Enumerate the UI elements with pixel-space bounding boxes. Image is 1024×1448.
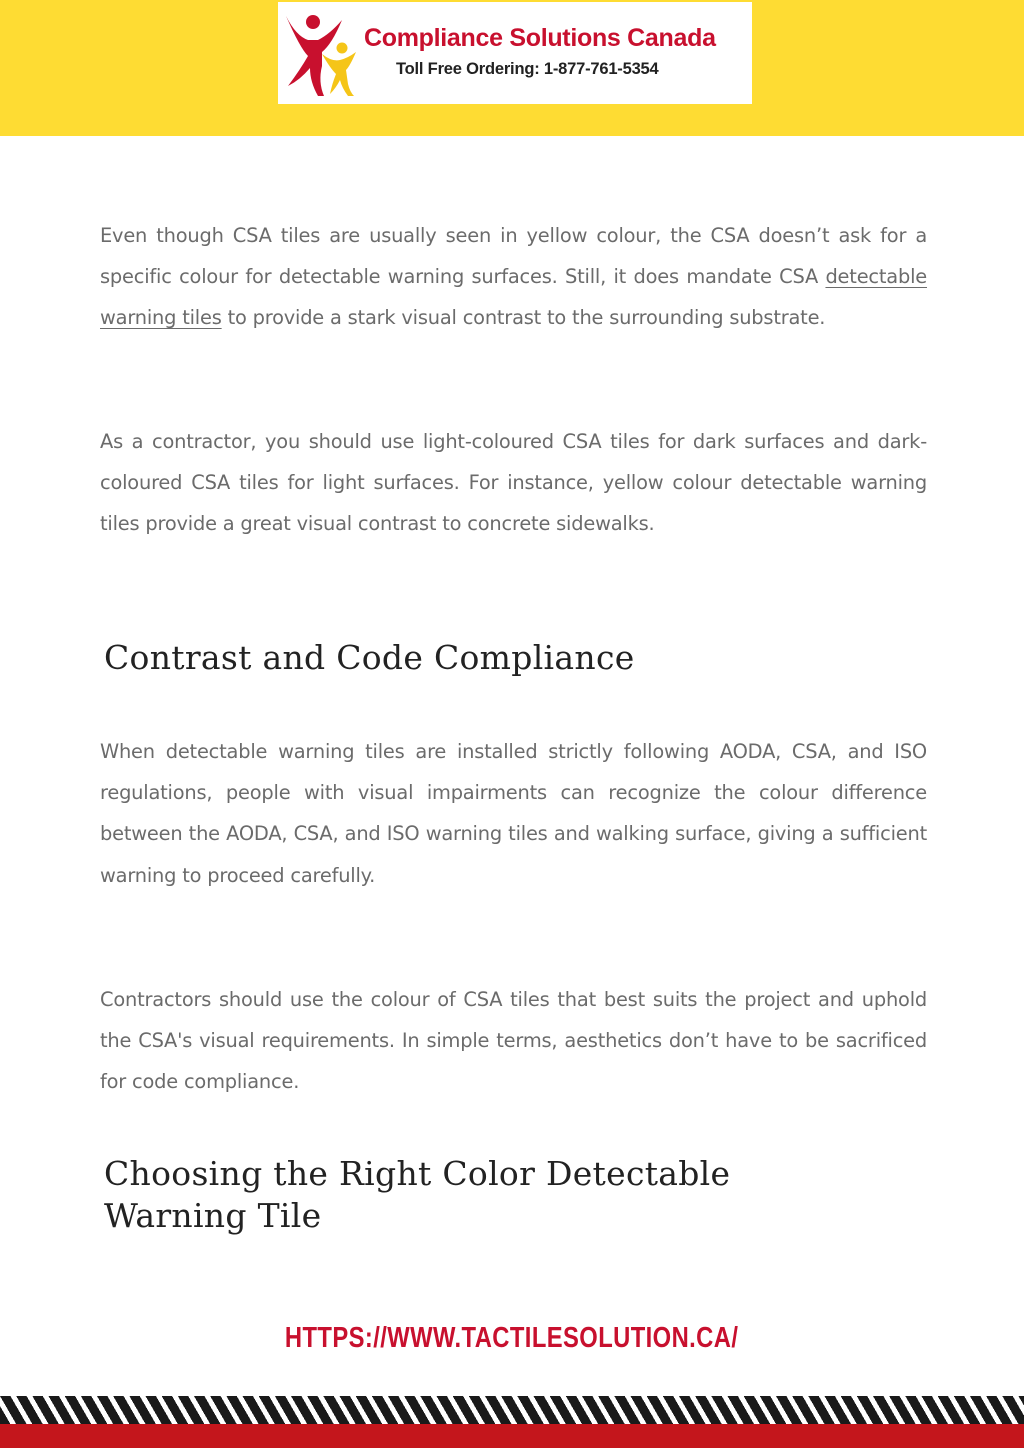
paragraph-text: to provide a stark visual contrast to the surrounding substrate.	[221, 306, 826, 330]
paragraph-text: Even though CSA tiles are usually seen in yellow colour, the CSA doesn’t ask for a specific colour for detectable warning surfaces. Still, it does mandate CSA	[100, 224, 927, 289]
paragraph-contractor-advice: As a contractor, you should use light-coloured CSA tiles for dark surfaces and dark-coloured CSA tiles for light surfaces. For instance, yellow colour detectable warning tiles provide a great visual contrast to concrete sidewalks.	[100, 430, 927, 536]
hazard-stripe	[0, 1396, 1024, 1424]
paragraph-csa-colour	[100, 215, 927, 339]
detectable-warning-tiles-link[interactable]: detectable warning tiles	[100, 265, 927, 330]
header-band	[0, 0, 1024, 136]
logo[interactable]	[278, 2, 752, 104]
heading-choosing-color: Choosing the Right Color Detectable Warning Tile	[104, 1154, 731, 1235]
heading-contrast-compliance: Contrast and Code Compliance	[104, 638, 635, 677]
two-figures-logo-icon	[278, 10, 358, 98]
company-name: Compliance Solutions Canada	[364, 24, 716, 52]
website-url-link[interactable]: HTTPS://WWW.TACTILESOLUTION.CA/	[284, 1322, 739, 1354]
footer-band	[0, 1424, 1024, 1448]
paragraph-contractors-colour: Contractors should use the colour of CSA tiles that best suits the project and uphold the CSA's visual requirements. In simple terms, aesthetics don’t have to be sacrificed for code compliance.	[100, 988, 927, 1094]
toll-free-phone: Toll Free Ordering: 1-877-761-5354	[396, 60, 659, 78]
paragraph-regulations: When detectable warning tiles are installed strictly following AODA, CSA, and ISO regulations, people with visual impairments can recognize the colour difference between the AODA, CSA, and ISO warning tiles and walking surface, giving a sufficient warning to proceed carefully.	[100, 740, 927, 887]
